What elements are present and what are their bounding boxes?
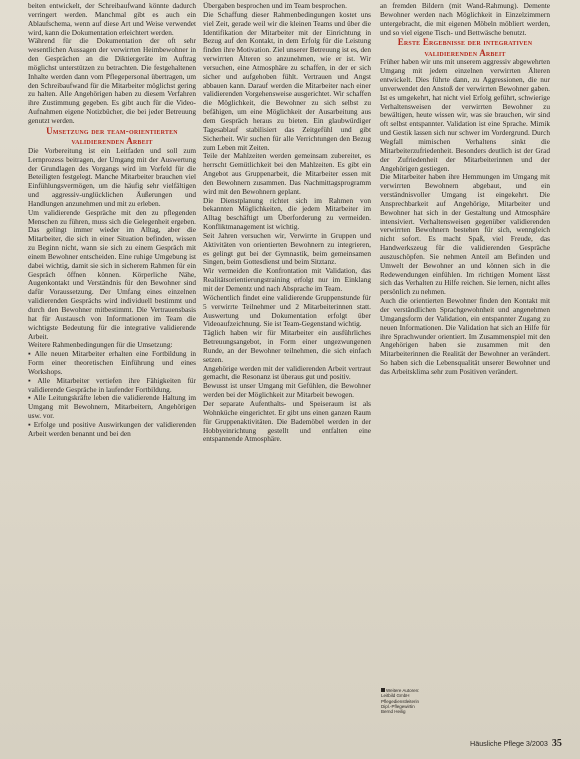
bullet-item: ▪ Alle neuen Mitarbeiter erhalten eine Fortbildung in Form einer theoretischen Einführung und eines Workshops.	[28, 350, 196, 377]
credit-line: Leitbild GmbH	[381, 693, 410, 699]
section-heading-ergebnisse: Erste Ergebnisse der integrativen validierenden Arbeit	[397, 37, 533, 58]
body-paragraph: Wöchentlich findet eine validierende Gruppenstunde für 5 verwirrte Teilnehmer und 2 Mitarbeiterinnen statt. Auswertung und Dokumentation erfolgt über Videoaufzeichnung. Sie ist Team-Gegenstand wichtig.	[203, 292, 371, 329]
bullet-item: ▪ Alle Mitarbeiter vertiefen ihre Fähigkeiten für validierende Gespräche in laufender Fortbildung.	[28, 377, 196, 395]
column-right	[380, 2, 550, 377]
body-paragraph: Die Mitarbeiter haben ihre Hemmungen im Umgang mit verwirrten Bewohnern abgebaut, und ein verständnisvoller Umgang ist eingekehrt. Die Ansprechbarkeit auf Angehörige, Mitarbeiter und Bewohner hat sich in der Gestaltung und Atmosphäre intensiviert. Verhaltensweisen gegenüber validierenden verwirrten Bewohnern bestehen für sich, wenngleich nicht sofort. Es macht Spaß, viel Freude, das Handwerkszeug für die validierenden Gespräche auszuschöpfen. Sie nehmen Anteil am Befinden und Umwelt der Bewohner an und können sich in die Redewendungen einfühlen. Im richtigen Moment lässt sich das Verhalten zu Hilfe reichen. Sie lernen, nicht alles persönlich zu nehmen.	[380, 172, 550, 297]
bullet-item: ▪ Alle Leitungskräfte leben die validierende Haltung im Umgang mit Bewohnern, Mitarbeitern, Angehörigen usw. vor.	[28, 394, 196, 421]
body-paragraph: Die Schaffung dieser Rahmenbedingungen kostet uns viel Zeit, gerade weil wir die kleinen Teams und über die Identifikation der Mitarbeiter mit der Einrichtung in Bezug auf den Kontakt, in dem Erfolg für die Leistung finden ihre Motivation. Ziel unserer Betreuung ist es, den verwirrten Älteren so anzunehmen, wie er ist. Wir versuchen, eine Atmosphäre zu schaffen, in der er sich sicher und aufgehoben fühlt. Vertrauen und Angst abbauen kann. Darauf werden die Mitarbeiter nach einer validierenden Vorgehensweise ausgerichtet. Wir schaffen die Möglichkeit, die Bewohner zu sich selbst zu befähigen, um eine Möglichkeit der Ausarbeitung aus dem Gespräch heraus zu bieten. Ein glaubwürdiger Tagesablauf stabilisiert das Zeitgefühl und gibt Sicherheit. Wir suchen für alle Verrichtungen den Bezug zum Leben mit Zeiten.	[203, 9, 371, 152]
body-paragraph: Während für die Dokumentation der oft sehr wesentlichen Aussagen der verwirrten Heimbewohner in den Gesprächen an die Diktiergeräte im Auftrag möglichst unterstützen zu betrachten. Die festgehaltenen Inhalte werden dann vom Pflegepersonal übertragen, um den Schreibaufwand für die Mitarbeiter möglichst gering zu halten. Alle Angehörigen haben zu diesem Verfahren ihre Zustimmung gegeben. Es gibt auch für die Video-Aufnahmen eigene Notizbücher, die bei jeder Betreuung genutzt werden.	[28, 36, 196, 125]
body-paragraph: Angehörige werden mit der validierenden Arbeit vertraut gemacht, die Resonanz ist überaus gut und positiv.	[203, 363, 371, 382]
credit-line: Bernd Heilig	[381, 709, 406, 715]
column-middle	[203, 2, 371, 444]
author-credit	[381, 688, 441, 714]
page-number: 35	[551, 738, 562, 749]
body-paragraph: Übergaben besprochen und im Team besprochen.	[203, 1, 347, 10]
body-paragraph: Täglich haben wir für Mitarbeiter ein ausführliches Betreuungsangebot, in Form einer ungezwungenen Runde, an der Bewohner teilnehmen, die sich einfach setzen.	[203, 328, 371, 364]
page-footer	[470, 738, 562, 749]
body-paragraph: Früher haben wir uns mit unserem aggressiv abgewehrten Umgang mit jedem einzelnen verwirrten Älteren entwickelt. Dies führte dann, zu Aggressionen, die nur unverwendet den Anstoß der verwirrten Bewohner gaben. Ist es umgekehrt, hat nicht viel Erfolg geführt, schwierige Verhaltensweisen der verwirrten Bewohner zu bewältigen, heute wissen wir, was sie brauchen, wir sind oft selbst entspannter. Validation ist eine Sprache. Mimik und Gestik lassen sich nur schwer im Vordergrund. Durch Wegfall mimischen Verhaltens sinkt die Mitarbeiterzufriedenheit. Besonders deutlich ist der Grad der Zufriedenheit der Mitarbeiterinnen und der Angehörigen gestiegen.	[380, 57, 550, 173]
body-paragraph: Seit Jahren versuchen wir, Verwirrte in Gruppen und Aktivitäten von orientierten Bewohnern zu integrieren, es gelingt gut bei der Gymnastik, beim gemeinsamen Singen, beim Gottesdienst und beim Sitztanz.	[203, 230, 371, 267]
body-paragraph: Teile der Mahlzeiten werden gemeinsam zubereitet, es herrscht Gemütlichkeit bei den Mahlzeiten. Es gibt ein Angebot aus Gruppenarbeit, die Mitarbeiter essen mit den Bewohnern zusammen. Das Nachmittagsprogramm wird mit den Bewohnern geplant.	[203, 151, 371, 196]
body-paragraph: Um validierende Gespräche mit den zu pflegenden Menschen zu führen, muss sich die Gelegenheit ergeben. Das gelingt immer wieder im Alltag, aber die Mitarbeiter, die sich in einer Situation befinden, wissen zu Beginn nicht, wann sie sich zu einem Gespräch mit einem Bewohner entscheiden. Eine ruhige Umgebung ist dabei wichtig, damit sie sich in sicherem Rahmen für ein Gespräch öffnen können. Körperliche Nähe, Augenkontakt und Verständnis für den Bewohner sind dafür Voraussetzung. Der Umfang eines einzelnen validierenden Gesprächs wird individuell bestimmt und durch den Bewohner mitbestimmt. Die Vertrauensbasis hat für Austausch von Informationen im Team die wichtigste Bedeutung für die integrative validierende Arbeit.	[28, 207, 196, 341]
body-paragraph: Die Dienstplanung richtet sich im Rahmen von bekannten Möglichkeiten, die jedem Mitarbeiter im Alltag beschäftigt um Überforderung zu vermeiden. Konfliktmanagement ist wichtig.	[203, 195, 371, 232]
body-paragraph: Weitere Rahmenbedingungen für die Umsetzung:	[28, 340, 173, 350]
body-paragraph: beiten entwickelt, der Schreibaufwand könnte dadurch verringert werden. Manchmal gibt es auch ein Ablaufschema, wenn auf diese Art und Weise verwendet wird, kann die Dokumentation erleichtert werden.	[28, 1, 196, 37]
bullet-item: ▪ Erfolge und positive Auswirkungen der validierenden Arbeit werden benannt und bei den	[28, 421, 196, 439]
section-heading-umsetzung: Umsetzung der team-orientierten validierenden Arbeit	[46, 125, 178, 147]
body-paragraph: Der separate Aufenthalts- und Speiseraum ist als Wohnküche eingerichtet. Er gibt uns einen ganzen Raum für Gruppenaktivitäten. Die Bademöbel werden in der Hobbyeinrichtung gestellt und entfalten eine entspannende Atmosphäre.	[203, 398, 371, 444]
magazine-issue: Häusliche Pflege 3/2003	[470, 739, 548, 748]
body-paragraph: Wir vermeiden die Konfrontation mit Validation, das Realitätsorientierungstraining erfolgt nur im Einklang mit der Dementz und nach Absprache im Team.	[203, 266, 371, 293]
column-left	[28, 2, 196, 439]
body-paragraph: an fremden Bildern (mit Wand-Rahmung). Demente Bewohner werden nach Möglichkeit in Einzelzimmern untergebracht, die mit eigenen Möbeln möbliert werden, und so viel eigene Tisch- und Bettwäsche benutzt.	[380, 1, 550, 37]
square-bullet-icon	[381, 688, 385, 692]
credit-line: Pflegedienstleiterin	[381, 698, 420, 704]
credit-line: Dipl.-Pflegewirtin	[381, 703, 415, 709]
credit-line: Weitere Autoren:	[386, 688, 420, 693]
body-paragraph: Bewusst ist unser Umgang mit Gefühlen, die Bewohner werden bei der Möglichkeit zur Mitarbeit bewogen.	[203, 381, 371, 400]
body-paragraph: Auch die orientierten Bewohner finden den Kontakt mit der verständlichen Sprachgewohnheit und angenehmen Umgangsform der Validation, ein entspannter Zugang zu neuen Informationen. Die Validation hat sich an Hilfe für ihre Sprachwunder orientiert. Im Zusammenspiel mit den Angehörigen haben sie zusammen mit den Mitarbeiterinnen die Realität der Bewohner an verändert. So haben sich die Lebensqualität unserer Bewohner und das Arbeitsklima sehr zum Positiven verändert.	[380, 296, 550, 376]
body-paragraph: Die Vorbereitung ist ein Leitfaden und soll zum Lernprozess beitragen, der Umgang mit der Auswertung der Grundlagen des Vorgangs wird im Vorfeld für die Beteiligten festgelegt. Manche Mitarbeiter brauchen viel Einfühlungsvermögen, um die häufig sehr vielfältigen und aggressiv-unglücklichen Äußerungen und Handlungen anzunehmen und mit zu erleben.	[28, 145, 196, 208]
